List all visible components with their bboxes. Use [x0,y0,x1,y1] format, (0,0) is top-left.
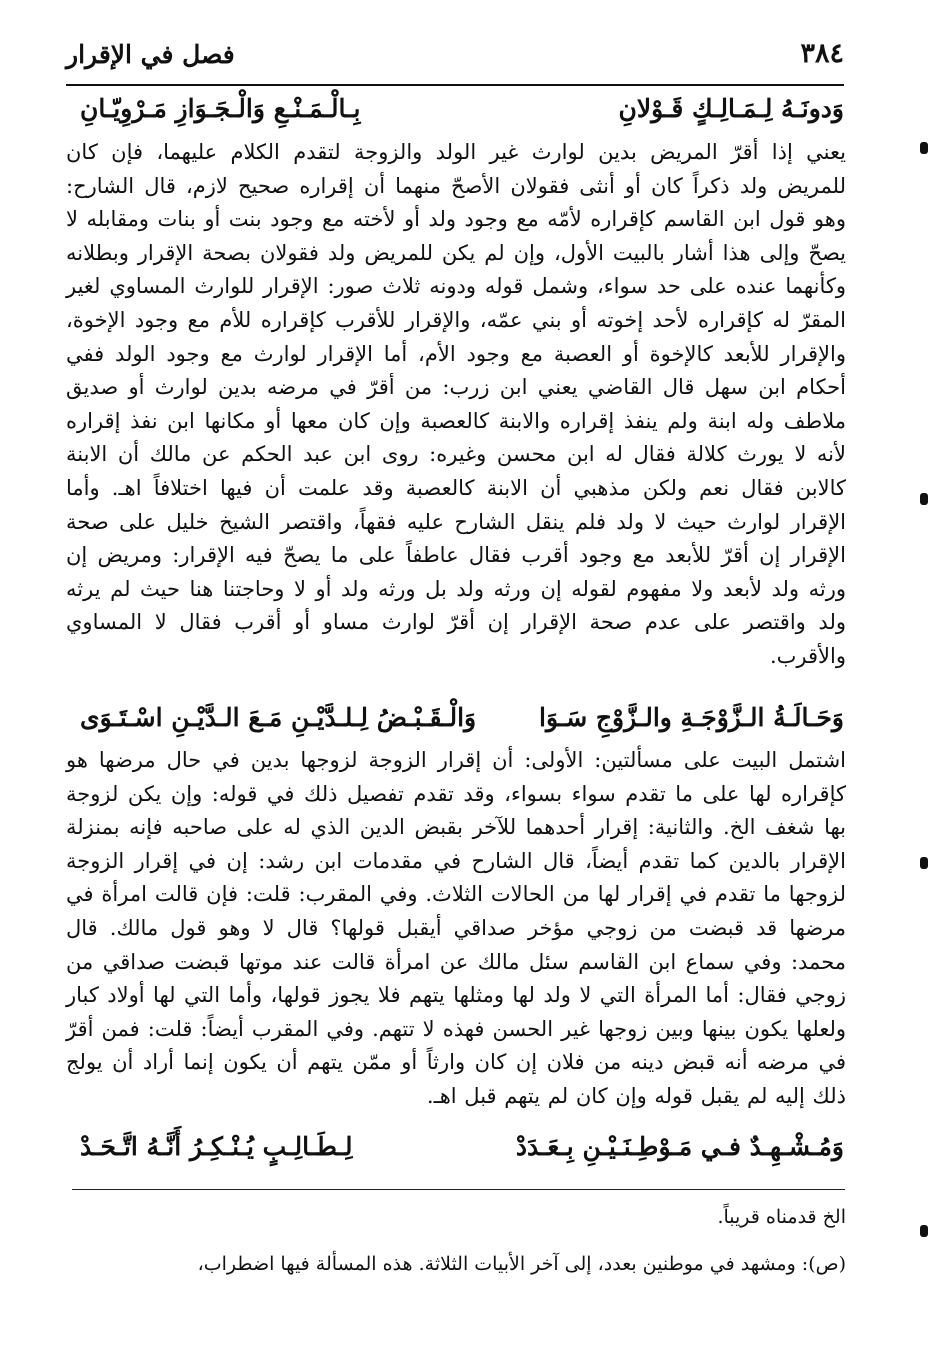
verse-line [80,1132,844,1176]
header-rule [66,84,844,86]
verse-second-hemistich: لِـطَـالِـبٍ يُـنْـكِـرُ أَنَّـهُ اتَّـحَـدْ [80,1132,353,1161]
verse-second-hemistich: وَالْـقَـبْـضُ لِـلـدَّيْـنِ مَـعَ الـدَّيْـنِ اسْـتَـوَى [80,703,477,732]
verse-first-hemistich: وَمُـشْـهِـدٌ فـي مَـوْطِـنَـيْـنِ بِـعَـدَدْ [515,1132,844,1161]
page-number: ٣٨٤ [800,38,844,69]
verse-first-hemistich: وَدونَـهُ لِـمَـالِـكٍ قَـوْلانِ [618,94,844,123]
verse-line [80,703,844,747]
margin-mark [920,1225,928,1237]
commentary-paragraph: اشتمل البيت على مسألتين: الأولى: أن إقرار الزوجة لزوجها بدين في حال مرضها هو كإقراره لها على ما تقدم سواء بسواء، وقد تقدم تفصيل ذلك في قوله: وإن يكن لزوجة بها شغف الخ. والثانية: إقرار أحدهما للآخر بقبض الدين الذي له على صاحبه فإنه بمنزلة الإقرار بالدين كما تقدم أيضاً، قال الشارح في مقدمات ابن رشد: إن في إقرار الزوجة لزوجها ما تقدم في إقرار لها من الحالات الثلاث. وفي المقرب: قلت: فإن قالت امرأة في مرضها قد قبضت من زوجي مؤخر صداقي أيقبل قولها؟ قال لا وهو قول مالك. قال محمد: وفي سماع ابن القاسم سئل مالك عن امرأة قالت عند موتها قبضت صداقي من زوجي فقال: أما المرأة التي لا ولد لها ومثلها يتهم فلا يجوز قولها، وأما التي لها أولاد كبار ولعلها يكون بينها وبين زوجها غير الحسن فهذه لا تتهم. وفي المقرب أيضاً: قلت: فمن أقرّ في مرضه أنه قبض دينه من فلان إن كان وارثاً أو ممّن يتهم أن يكون إنما أراد أن يولج ذلك إليه لم يقبل قوله وإن كان لم يتهم قبل اهـ. [66,748,846,1108]
margin-mark [920,857,928,869]
footnote: الخ قدمناه قريباً. [717,1206,846,1228]
verse-second-hemistich: بِـالْـمَـنْـعِ وَالْـجَـوَازِ مَـرْوِيّـانِ [80,94,361,123]
footnote: (ص): ومشهد في موطنين بعدد، إلى آخر الأبيات الثلاثة. هذه المسألة فيها اضطراب، [197,1253,846,1275]
verse-line [80,94,844,138]
running-title: فصل في الإقرار [66,40,235,69]
page-header [66,38,844,84]
margin-mark [920,493,928,505]
margin-mark [920,142,928,154]
verse-first-hemistich: وَحَـالَـةُ الـزَّوْجَـةِ والـزَّوْجِ سَـوَا [539,703,844,732]
commentary-paragraph: يعني إذا أقرّ المريض بدين لوارث غير الولد والزوجة لتقدم الكلام عليهما، فإن كان للمريض ولد ذكراً كان أو أنثى فقولان الأصحّ منهما أن إقراره صحيح لازم، قال الشارح: وهو قول ابن القاسم كإقراره لأمّه مع وجود ولد أو لأخته مع وجود بنت أو بنات ومقابله لا يصحّ وإلى هذا أشار بالبيت الأول، وإن لم يكن للمريض ولد فقولان بصحة الإقرار وبطلانه وكأنهما عنده على حد سواء، وشمل قوله ودونه ثلاث صور: الإقرار للوارث المساوي لغير المقرّ له كإقراره لأحد إخوته أو بني عمّه، والإقرار للأقرب كإقراره للأم مع وجود الإخوة، والإقرار للأبعد كالإخوة أو العصبة مع وجود الأم، أما الإقرار لوارث مع وجود الولد ففي أحكام ابن سهل قال القاضي يعني ابن زرب: من أقرّ في مرضه بدين لوارث أو صديق ملاطف وله ابنة ولم ينفذ إقراره والابنة كالعصبة وإن كان معها أو مكانها ابن نفذ إقراره لأنه لا يورث كلالة فقال له ابن محسن وغيره: روى ابن عبد الحكم عن مالك أن الابنة كالابن فقال نعم ولكن مذهبي أن الابنة كالعصبة وقد علمت أن فيها اختلافاً اهـ. وأما الإقرار لوارث حيث لا ولد فلم ينقل الشارح عليه فقهاً، واقتصر الشيخ خليل على صحة الإقرار إن أقرّ للأبعد مع وجود أقرب فقال عاطفاً على ما يصحّ فيه الإقرار: ومريض إن ورثه ولد لأبعد ولا مفهوم لقوله إن ورثه ولد بل ورثه ولد أو لا وحاجتنا هنا حيث لم يرثه ولد واقتصر على عدم صحة الإقرار إن أقرّ لوارث مساو أو أقرب فقال لا المساوي والأقرب. [66,140,846,668]
footnote-rule [72,1189,845,1190]
